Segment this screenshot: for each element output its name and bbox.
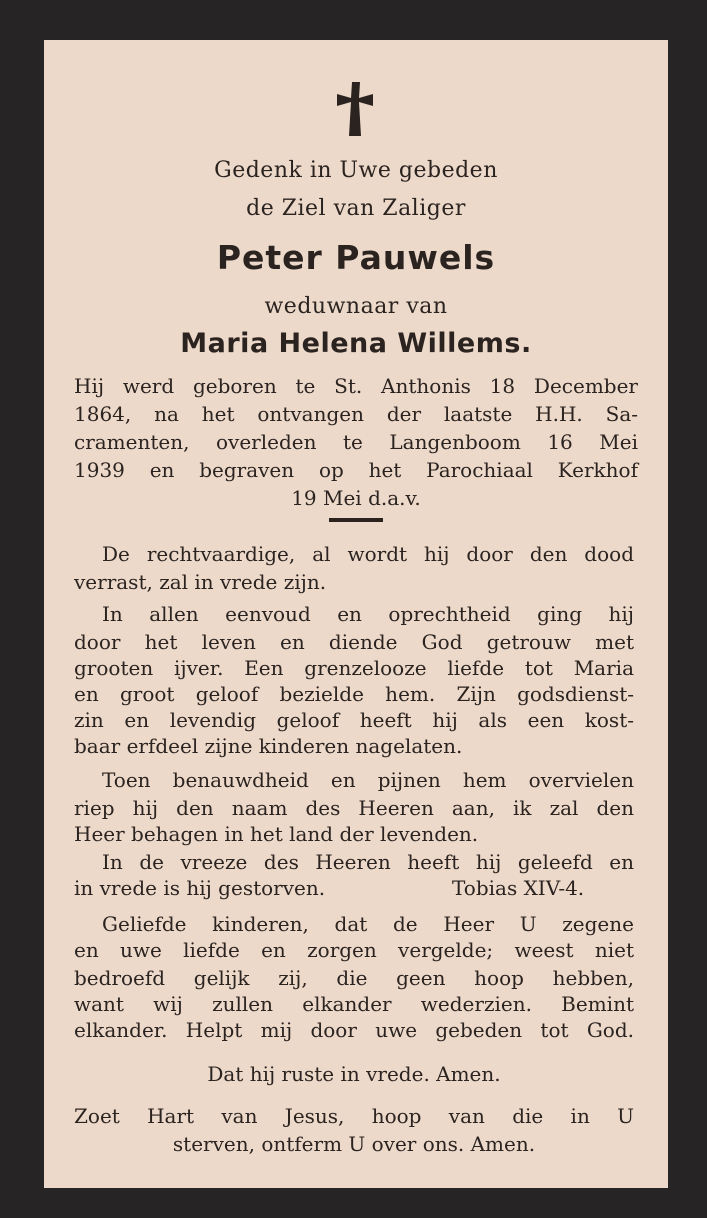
bio-line: Hij werd geboren te St. Anthonis 18 December — [74, 374, 638, 398]
card-paper — [44, 40, 668, 1188]
text-line: want wij zullen elkander wederzien. Bemint — [74, 992, 634, 1016]
text-line: In de vreeze des Heeren heeft hij geleefd en — [102, 850, 634, 874]
text-line: sterven, ontferm U over ons. Amen. — [172, 1132, 536, 1156]
text-line: Tobias XIV-4. — [452, 876, 585, 900]
text-line: door het leven en diende God getrouw met — [74, 630, 634, 654]
intro-line-1: Gedenk in Uwe gebeden — [214, 158, 498, 183]
relation-line: weduwnaar van — [264, 294, 448, 319]
text-line: verrast, zal in vrede zijn. — [74, 570, 327, 594]
text-line: en uwe liefde en zorgen vergelde; weest niet — [74, 938, 634, 962]
bio-line: 1939 en begraven op het Parochiaal Kerkhof — [74, 458, 638, 482]
divider — [329, 518, 383, 522]
text-line: en groot geloof bezielde hem. Zijn godsdienst- — [74, 682, 634, 706]
text-line: in vrede is hij gestorven. — [74, 876, 326, 900]
text-line: Geliefde kinderen, dat de Heer U zegene — [102, 912, 634, 936]
spouse-name: Maria Helena Willems. — [180, 328, 532, 359]
text-line: bedroefd gelijk zij, die geen hoop hebben, — [74, 966, 634, 990]
text-line: baar erfdeel zijne kinderen nagelaten. — [74, 734, 463, 758]
text-line: In allen eenvoud en oprechtheid ging hij — [102, 602, 634, 626]
bio-line: cramenten, overleden te Langenboom 16 Mei — [74, 430, 638, 454]
text-line: riep hij den naam des Heeren aan, ik zal den — [74, 796, 634, 820]
text-line: Dat hij ruste in vrede. Amen. — [207, 1062, 501, 1086]
text-line: De rechtvaardige, al wordt hij door den dood — [102, 542, 634, 566]
text-line: grooten ijver. Een grenzelooze liefde tot Maria — [74, 656, 634, 680]
text-line: elkander. Helpt mij door uwe gebeden tot God. — [74, 1018, 634, 1042]
text-line: zin en levendig geloof heeft hij als een kost- — [74, 708, 634, 732]
text-line: Zoet Hart van Jesus, hoop van die in U — [74, 1104, 634, 1128]
text-line: Heer behagen in het land der levenden. — [74, 822, 479, 846]
bio-line: 19 Mei d.a.v. — [291, 486, 421, 510]
intro-line-2: de Ziel van Zaliger — [246, 196, 466, 221]
deceased-name: Peter Pauwels — [216, 238, 496, 277]
text-line: Toen benauwdheid en pijnen hem overvielen — [102, 768, 634, 792]
bio-line: 1864, na het ontvangen der laatste H.H. Sa- — [74, 402, 638, 426]
cross-icon — [334, 80, 378, 140]
